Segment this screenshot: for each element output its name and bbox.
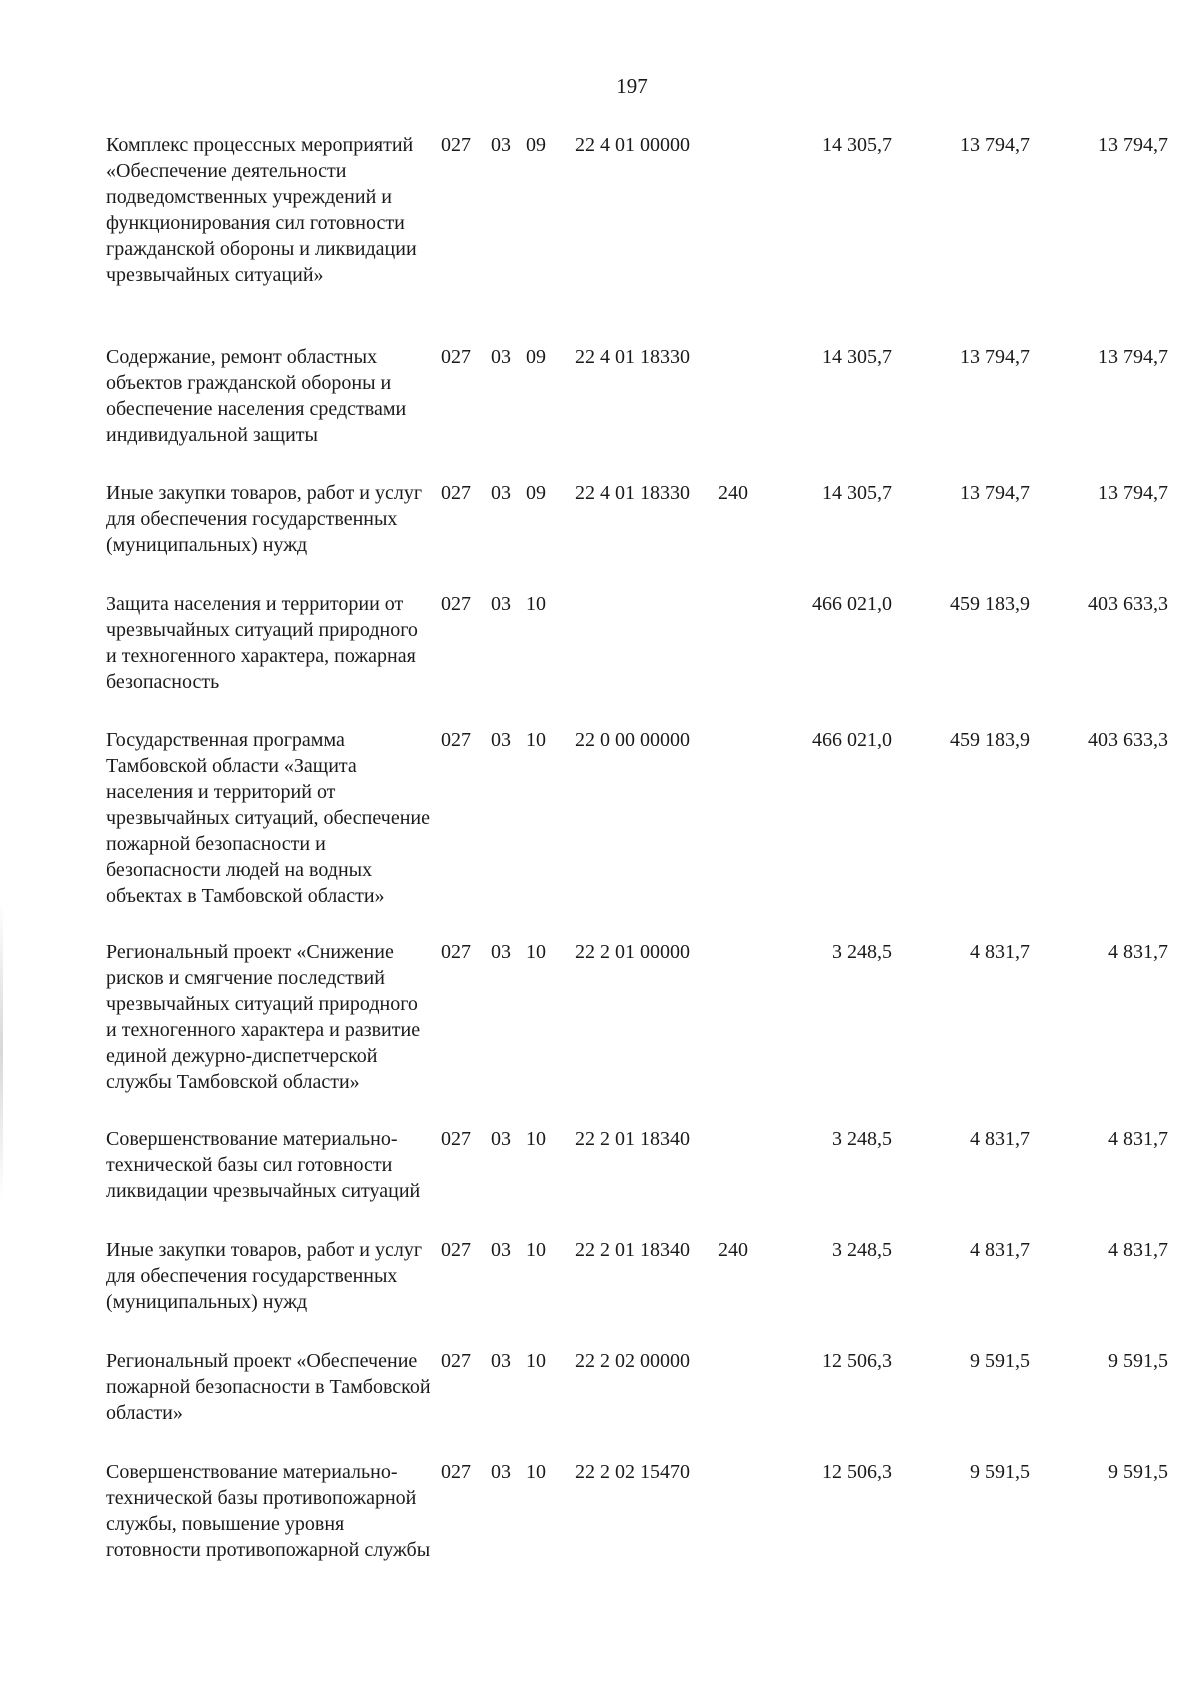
target-article-code: 22 0 00 00000 [575,729,690,751]
amount-year-2: 13 794,7 [960,346,1030,368]
amount-year-2: 13 794,7 [960,482,1030,504]
amount-year-2: 13 794,7 [960,134,1030,156]
table-row [0,1237,1200,1348]
row-name: Защита населения и территории от чрезвычайных ситуаций природного и техногенного характера, пожарная безопасность [106,593,418,693]
amount-year-3: 4 831,7 [1108,1128,1168,1150]
amount-year-3: 13 794,7 [1098,134,1168,156]
amount-year-1: 12 506,3 [822,1350,892,1372]
amount-year-1: 3 248,5 [832,1128,892,1150]
subsection-code: 10 [526,941,546,963]
target-article-code: 22 2 02 15470 [575,1461,690,1483]
table-row [0,132,1200,344]
amount-year-2: 4 831,7 [970,941,1030,963]
amount-year-3: 4 831,7 [1108,941,1168,963]
table-row [0,939,1200,1126]
target-article-code: 22 2 01 00000 [575,941,690,963]
amount-year-3: 4 831,7 [1108,1239,1168,1261]
amount-year-3: 403 633,3 [1088,729,1168,751]
budget-table [0,132,1200,1595]
section-code: 03 [491,729,511,751]
subsection-code: 09 [526,482,546,504]
target-article-code: 22 4 01 00000 [575,134,690,156]
row-name: Иные закупки товаров, работ и услуг для обеспечения государственных (муниципальных) нужд [106,1239,423,1313]
row-name: Региональный проект «Обеспечение пожарной безопасности в Тамбовской области» [106,1350,431,1424]
section-code: 03 [491,134,511,156]
subsection-code: 10 [526,593,546,615]
amount-year-1: 14 305,7 [822,134,892,156]
amount-year-1: 466 021,0 [812,729,892,751]
section-code: 03 [491,941,511,963]
subsection-code: 10 [526,1239,546,1261]
amount-year-2: 459 183,9 [950,593,1030,615]
ved-code: 027 [441,482,471,504]
subsection-code: 10 [526,1128,546,1150]
row-name: Содержание, ремонт областных объектов гражданской обороны и обеспечение населения средствами индивидуальной защиты [106,346,407,446]
table-row [0,1459,1200,1595]
amount-year-1: 3 248,5 [832,1239,892,1261]
amount-year-1: 466 021,0 [812,593,892,615]
amount-year-2: 4 831,7 [970,1128,1030,1150]
target-article-code: 22 4 01 18330 [575,482,690,504]
section-code: 03 [491,346,511,368]
amount-year-2: 9 591,5 [970,1350,1030,1372]
section-code: 03 [491,1128,511,1150]
amount-year-1: 12 506,3 [822,1461,892,1483]
row-name: Совершенствование материально-технической базы противопожарной службы, повышение уровня готовности противопожарной службы [106,1461,431,1561]
ved-code: 027 [441,134,471,156]
section-code: 03 [491,482,511,504]
subsection-code: 10 [526,1461,546,1483]
ved-code: 027 [441,346,471,368]
row-name: Совершенствование материально-технической базы сил готовности ликвидации чрезвычайных ситуаций [106,1128,421,1202]
row-name: Государственная программа Тамбовской области «Защита населения и территорий от чрезвычайных ситуаций, обеспечение пожарной безопасности и безопасности людей на водных объектах в Тамбовской области» [106,729,430,907]
expense-type-code: 240 [718,482,748,504]
amount-year-2: 9 591,5 [970,1461,1030,1483]
amount-year-2: 4 831,7 [970,1239,1030,1261]
ved-code: 027 [441,1350,471,1372]
expense-type-code: 240 [718,1239,748,1261]
table-row [0,1126,1200,1237]
target-article-code: 22 4 01 18330 [575,346,690,368]
ved-code: 027 [441,1461,471,1483]
ved-code: 027 [441,729,471,751]
section-code: 03 [491,1239,511,1261]
amount-year-1: 14 305,7 [822,346,892,368]
amount-year-3: 13 794,7 [1098,482,1168,504]
amount-year-1: 14 305,7 [822,482,892,504]
ved-code: 027 [441,941,471,963]
target-article-code: 22 2 01 18340 [575,1128,690,1150]
subsection-code: 10 [526,1350,546,1372]
table-row [0,1348,1200,1459]
amount-year-3: 9 591,5 [1108,1350,1168,1372]
amount-year-3: 13 794,7 [1098,346,1168,368]
amount-year-3: 403 633,3 [1088,593,1168,615]
section-code: 03 [491,1350,511,1372]
ved-code: 027 [441,1128,471,1150]
subsection-code: 09 [526,134,546,156]
row-name: Региональный проект «Снижение рисков и смягчение последствий чрезвычайных ситуаций природного и техногенного характера и развитие единой дежурно-диспетчерской службы Тамбовской области» [106,941,421,1093]
target-article-code: 22 2 01 18340 [575,1239,690,1261]
subsection-code: 10 [526,729,546,751]
page-number: 197 [616,74,648,98]
section-code: 03 [491,593,511,615]
subsection-code: 09 [526,346,546,368]
target-article-code: 22 2 02 00000 [575,1350,690,1372]
row-name: Иные закупки товаров, работ и услуг для обеспечения государственных (муниципальных) нужд [106,482,423,556]
ved-code: 027 [441,1239,471,1261]
table-row [0,480,1200,591]
ved-code: 027 [441,593,471,615]
row-name: Комплекс процессных мероприятий «Обеспечение деятельности подведомственных учреждений и функционирования сил готовности гражданской обороны и ликвидации чрезвычайных ситуаций» [106,134,417,286]
section-code: 03 [491,1461,511,1483]
table-row [0,591,1200,727]
amount-year-2: 459 183,9 [950,729,1030,751]
table-row [0,727,1200,939]
table-row [0,344,1200,480]
amount-year-1: 3 248,5 [832,941,892,963]
amount-year-3: 9 591,5 [1108,1461,1168,1483]
